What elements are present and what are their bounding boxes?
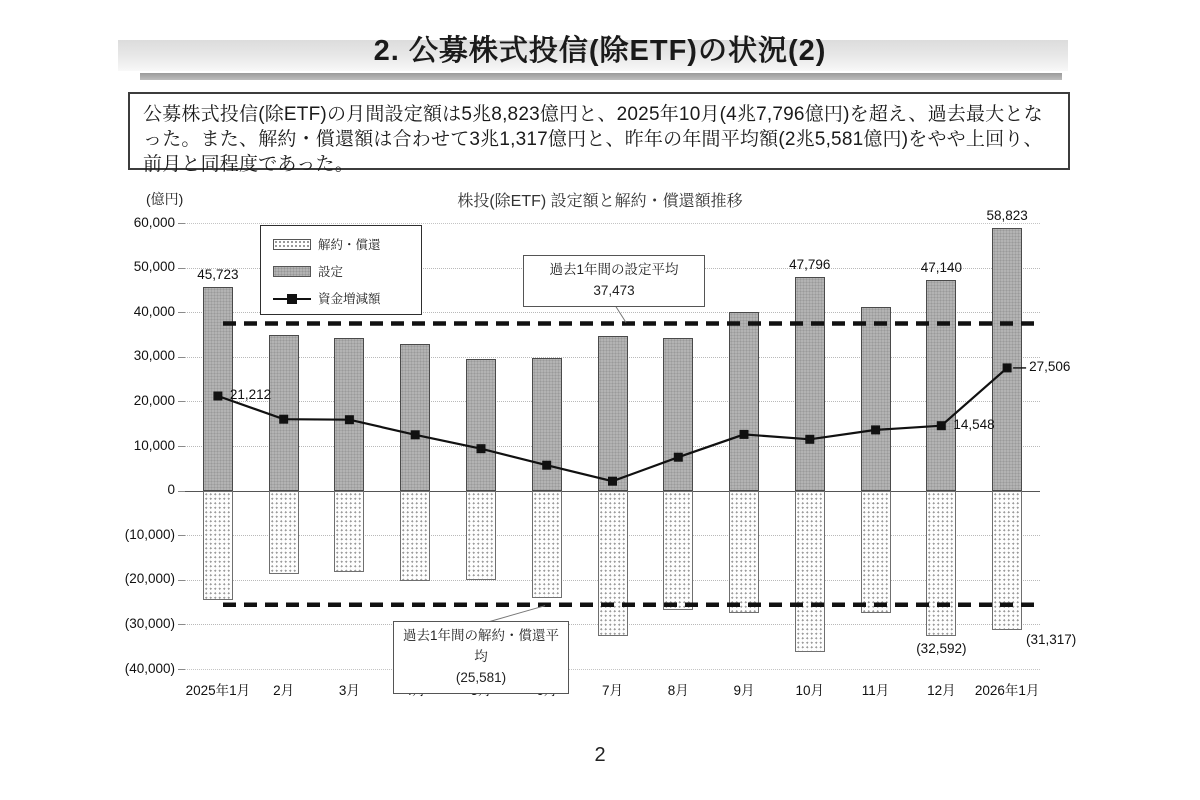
legend <box>260 225 422 315</box>
y-tick-label: (20,000) <box>124 571 175 587</box>
bar-settei <box>269 335 299 490</box>
y-tick-label: 0 <box>167 482 175 498</box>
bar-neg-value-label: (32,592) <box>916 640 967 656</box>
bar-kaiyaku <box>400 491 430 582</box>
y-tick-label: (30,000) <box>124 615 175 631</box>
avg-annotation-kaiyaku <box>393 621 569 694</box>
legend-item <box>273 289 411 307</box>
y-axis-tick <box>178 446 185 447</box>
y-axis-tick <box>178 624 185 625</box>
y-axis-tick <box>178 357 185 358</box>
avg-annotation-settei <box>523 255 705 307</box>
y-axis-tick <box>178 312 185 313</box>
legend-swatch-line-icon <box>273 293 311 304</box>
bar-neg-value-label: (31,317) <box>1025 632 1077 648</box>
x-tick-label: 3月 <box>338 683 360 698</box>
bar-kaiyaku <box>926 491 956 636</box>
y-tick-label: 60,000 <box>133 214 175 230</box>
bar-kaiyaku <box>729 491 759 613</box>
y-tick-label: 20,000 <box>133 392 175 408</box>
bar-settei <box>795 277 825 490</box>
bar-kaiyaku <box>861 491 891 614</box>
y-axis-tick <box>178 401 185 402</box>
bar-kaiyaku <box>269 491 299 575</box>
x-tick-label: 9月 <box>733 683 755 698</box>
bar-kaiyaku <box>466 491 496 580</box>
bar-settei <box>532 358 562 490</box>
avg-annotation-line2: (25,581) <box>455 669 507 685</box>
bar-value-label: 45,723 <box>197 266 239 282</box>
bar-settei <box>729 312 759 490</box>
bar-settei <box>992 228 1022 490</box>
line-value-label: 27,506 <box>1029 358 1071 374</box>
y-axis-tick <box>178 580 185 581</box>
x-tick-label: 11月 <box>861 683 890 698</box>
title-rule <box>140 73 1062 80</box>
x-tick-label: 10月 <box>795 683 825 698</box>
y-axis-tick <box>178 491 185 492</box>
x-tick-label: 2025年1月 <box>185 683 251 698</box>
legend-item <box>273 235 411 253</box>
y-axis-tick <box>178 535 185 536</box>
bar-kaiyaku <box>203 491 233 600</box>
x-tick-label: 7月 <box>601 683 623 698</box>
y-axis-unit-label: (億円) <box>146 191 184 207</box>
x-tick-label: 2026年1月 <box>974 683 1040 698</box>
x-tick-label: 12月 <box>927 683 956 698</box>
bar-settei <box>466 359 496 490</box>
y-axis-tick <box>178 669 185 670</box>
bar-value-label: 58,823 <box>986 208 1028 224</box>
legend-label: 設定 <box>318 265 344 279</box>
summary-text: 公募株式投信(除ETF)の月間設定額は5兆8,823億円と、2025年10月(4兆7,796億円)を超え、過去最大となった。また、解約・償還額は合わせて3兆1,317億円と、昨年の年間平均額(2兆5,581億円)をやや上回り、前月と同程度であった。 <box>143 104 1043 176</box>
gridline <box>185 669 1040 670</box>
bar-kaiyaku <box>532 491 562 598</box>
page-number: 2 <box>594 744 606 766</box>
bar-settei <box>926 280 956 490</box>
page-title: 2. 公募株式投信(除ETF)の状況(2) <box>373 35 827 67</box>
legend-label: 資金増減額 <box>318 292 381 306</box>
y-tick-label: 40,000 <box>133 303 175 319</box>
line-value-label: 21,212 <box>229 386 272 402</box>
summary-box <box>128 92 1070 176</box>
chart-title: 株投(除ETF) 設定額と解約・償還額推移 <box>457 193 743 210</box>
bar-settei <box>598 336 628 490</box>
bar-settei <box>203 287 233 491</box>
bar-kaiyaku <box>334 491 364 573</box>
bar-kaiyaku <box>663 491 693 610</box>
gridline <box>185 223 1040 224</box>
bar-kaiyaku <box>992 491 1022 631</box>
bar-settei <box>400 344 430 490</box>
y-axis-tick <box>178 223 185 224</box>
legend-swatch-dots-icon <box>273 239 311 250</box>
legend-item <box>273 262 411 280</box>
bar-kaiyaku <box>795 491 825 653</box>
bar-settei <box>861 307 891 490</box>
x-tick-label: 2月 <box>273 683 295 698</box>
callout-lower <box>488 606 545 622</box>
bar-settei <box>663 338 693 491</box>
legend-label: 解約・償還 <box>318 238 381 252</box>
y-tick-label: (40,000) <box>124 660 175 676</box>
avg-annotation-line1: 過去1年間の設定平均 <box>549 262 679 277</box>
x-tick-label: 8月 <box>667 683 689 698</box>
bar-settei <box>334 338 364 491</box>
y-tick-label: 10,000 <box>133 437 175 453</box>
bar-kaiyaku <box>598 491 628 636</box>
avg-annotation-line1: 過去1年間の解約・償還平均 <box>402 628 559 664</box>
line-value-label: 14,548 <box>953 416 995 432</box>
y-tick-label: 50,000 <box>133 259 175 275</box>
y-tick-label: (10,000) <box>124 526 175 542</box>
bar-value-label: 47,796 <box>789 257 831 273</box>
plot-area <box>124 208 1077 698</box>
bar-value-label: 47,140 <box>920 260 962 276</box>
legend-swatch-gray-icon <box>273 266 311 277</box>
avg-annotation-line2: 37,473 <box>593 282 635 298</box>
y-tick-label: 30,000 <box>133 348 175 364</box>
